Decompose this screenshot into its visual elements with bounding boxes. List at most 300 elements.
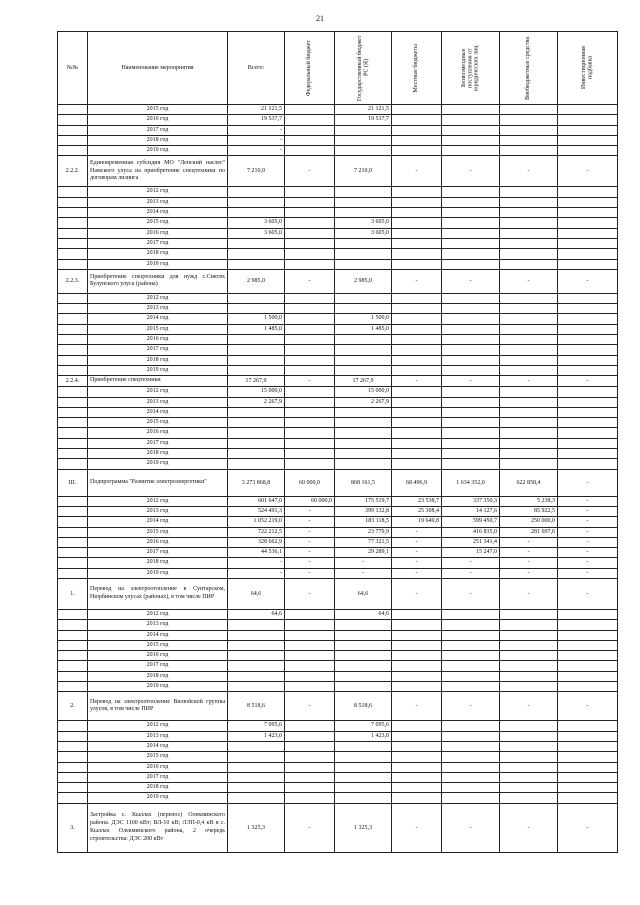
cell-legal: [442, 721, 500, 731]
cell-local: [392, 146, 442, 156]
cell-local: 68 496,9: [392, 469, 442, 496]
cell-number: [58, 345, 88, 355]
cell-extra: [500, 105, 558, 115]
page-number: 21: [316, 14, 324, 23]
cell-total: -: [228, 125, 285, 135]
cell-number: [58, 731, 88, 741]
activity-row: [58, 376, 618, 387]
cell-total: 3 605,0: [228, 218, 285, 228]
cell-state: [335, 772, 392, 782]
cell-local: -: [392, 537, 442, 547]
cell-number: [58, 661, 88, 671]
cell-legal: [442, 324, 500, 334]
cell-local: -: [392, 578, 442, 609]
cell-state: [335, 259, 392, 269]
cell-federal: [285, 752, 335, 762]
cell-number: 2.2.3.: [58, 269, 88, 293]
cell-federal: [285, 238, 335, 248]
year-row: [58, 146, 618, 156]
cell-number: [58, 365, 88, 375]
cell-local: -: [392, 548, 442, 558]
year-row: [58, 537, 618, 547]
cell-local: [392, 793, 442, 803]
cell-state: [335, 459, 392, 469]
cell-federal: -: [285, 537, 335, 547]
cell-invest: [558, 671, 618, 681]
cell-extra: [500, 731, 558, 741]
cell-state: [335, 661, 392, 671]
year-row: [58, 428, 618, 438]
cell-legal: [442, 407, 500, 417]
cell-legal: [442, 459, 500, 469]
cell-extra: [500, 721, 558, 731]
year-row: [58, 527, 618, 537]
year-row: [58, 187, 618, 197]
cell-legal: [442, 304, 500, 314]
cell-federal: -: [285, 506, 335, 516]
cell-local: [392, 105, 442, 115]
cell-legal: [442, 314, 500, 324]
cell-total: 1 500,0: [228, 314, 285, 324]
budget-table: [57, 31, 618, 853]
cell-extra: -: [500, 578, 558, 609]
cell-legal: [442, 228, 500, 238]
cell-activity: 2016 год: [88, 428, 228, 438]
year-row: [58, 682, 618, 692]
cell-federal: -: [285, 803, 335, 852]
cell-number: [58, 387, 88, 397]
cell-legal: [442, 365, 500, 375]
cell-legal: 14 127,6: [442, 506, 500, 516]
cell-total: [228, 428, 285, 438]
cell-federal: [285, 741, 335, 751]
cell-legal: [442, 661, 500, 671]
cell-total: [228, 640, 285, 650]
cell-activity: 2016 год: [88, 228, 228, 238]
cell-local: [392, 620, 442, 630]
cell-state: 8 518,6: [335, 692, 392, 721]
cell-legal: 251 341,4: [442, 537, 500, 547]
cell-activity: 2017 год: [88, 661, 228, 671]
cell-state: [335, 752, 392, 762]
cell-invest: [558, 146, 618, 156]
cell-activity: 2014 год: [88, 630, 228, 640]
year-row: [58, 387, 618, 397]
cell-invest: [558, 459, 618, 469]
year-row: [58, 438, 618, 448]
cell-invest: [558, 249, 618, 259]
cell-extra: [500, 620, 558, 630]
cell-extra: [500, 752, 558, 762]
cell-total: 601 647,0: [228, 496, 285, 506]
cell-number: [58, 249, 88, 259]
cell-number: [58, 620, 88, 630]
cell-activity: 2013 год: [88, 397, 228, 407]
cell-invest: -: [558, 558, 618, 568]
cell-total: 722 212,5: [228, 527, 285, 537]
cell-activity: 2015 год: [88, 752, 228, 762]
cell-invest: -: [558, 517, 618, 527]
cell-extra: [500, 345, 558, 355]
cell-local: [392, 651, 442, 661]
cell-legal: [442, 249, 500, 259]
cell-extra: 5 238,3: [500, 496, 558, 506]
cell-invest: [558, 731, 618, 741]
cell-activity: Единовременная субсидия МО "Ленский наслег" Намского улуса на приобретение спецтехники по договорам лизинга: [88, 156, 228, 187]
year-row: [58, 661, 618, 671]
cell-state: [335, 135, 392, 145]
cell-extra: [500, 438, 558, 448]
year-row: [58, 314, 618, 324]
cell-federal: [285, 304, 335, 314]
cell-number: [58, 428, 88, 438]
cell-local: [392, 115, 442, 125]
cell-legal: [442, 293, 500, 303]
cell-legal: [442, 105, 500, 115]
cell-state: 19 537,7: [335, 115, 392, 125]
cell-federal: [285, 438, 335, 448]
cell-local: [392, 682, 442, 692]
cell-local: [392, 609, 442, 619]
cell-number: [58, 397, 88, 407]
cell-extra: [500, 208, 558, 218]
cell-extra: [500, 324, 558, 334]
cell-federal: -: [285, 692, 335, 721]
cell-extra: [500, 661, 558, 671]
cell-federal: [285, 324, 335, 334]
cell-state: [335, 335, 392, 345]
cell-number: [58, 146, 88, 156]
cell-activity: 2018 год: [88, 135, 228, 145]
cell-extra: -: [500, 568, 558, 578]
cell-total: [228, 449, 285, 459]
cell-invest: -: [558, 156, 618, 187]
cell-state: [335, 762, 392, 772]
cell-extra: -: [500, 156, 558, 187]
cell-number: [58, 115, 88, 125]
cell-number: [58, 259, 88, 269]
cell-legal: [442, 238, 500, 248]
year-row: [58, 651, 618, 661]
cell-invest: -: [558, 376, 618, 387]
cell-state: 2 985,0: [335, 269, 392, 293]
cell-number: [58, 135, 88, 145]
cell-legal: [442, 335, 500, 345]
year-row: [58, 407, 618, 417]
cell-state: [335, 438, 392, 448]
year-row: [58, 197, 618, 207]
cell-activity: Перевод на электроотопление в Сунтарском, Нюрбинском улусах (районах), в том числе ПИР: [88, 578, 228, 609]
cell-total: 3 273 868,8: [228, 469, 285, 496]
cell-invest: [558, 314, 618, 324]
header-row: [58, 32, 618, 105]
cell-state: [335, 345, 392, 355]
year-row: [58, 496, 618, 506]
cell-total: 2 985,0: [228, 269, 285, 293]
cell-total: 2 267,9: [228, 397, 285, 407]
cell-number: [58, 449, 88, 459]
cell-state: [335, 146, 392, 156]
cell-legal: [442, 609, 500, 619]
cell-number: [58, 527, 88, 537]
activity-row: [58, 578, 618, 609]
cell-number: [58, 671, 88, 681]
cell-local: [392, 187, 442, 197]
year-row: [58, 418, 618, 428]
cell-activity: 2017 год: [88, 438, 228, 448]
cell-federal: [285, 249, 335, 259]
cell-federal: [285, 335, 335, 345]
cell-number: 3.: [58, 803, 88, 852]
cell-total: -: [228, 146, 285, 156]
cell-legal: [442, 783, 500, 793]
year-row: [58, 355, 618, 365]
cell-local: [392, 438, 442, 448]
cell-federal: 60 000,0: [285, 496, 335, 506]
cell-total: [228, 365, 285, 375]
cell-federal: [285, 105, 335, 115]
cell-activity: 2017 год: [88, 772, 228, 782]
cell-invest: [558, 387, 618, 397]
cell-state: 7 095,6: [335, 721, 392, 731]
cell-state: 1 423,0: [335, 731, 392, 741]
cell-number: [58, 721, 88, 731]
cell-activity: 2013 год: [88, 197, 228, 207]
cell-activity: Застройка с. Кыллах (перенос) Олекминского района. ДЭС 1100 кВт; ВЛ-10 кВ; ЛЭП-0,4 кВ в с. Кыллах Олекминского района, 2 очередь строительства: ДЭС 200 кВт: [88, 803, 228, 852]
cell-state: 3 605,0: [335, 218, 392, 228]
cell-local: [392, 345, 442, 355]
cell-number: [58, 228, 88, 238]
cell-local: [392, 721, 442, 731]
year-row: [58, 762, 618, 772]
cell-activity: 2012 год: [88, 721, 228, 731]
cell-extra: [500, 125, 558, 135]
cell-legal: [442, 218, 500, 228]
cell-invest: -: [558, 469, 618, 496]
cell-extra: 281 697,6: [500, 527, 558, 537]
cell-activity: 2015 год: [88, 324, 228, 334]
cell-legal: [442, 752, 500, 762]
cell-legal: [442, 682, 500, 692]
cell-number: 2.: [58, 692, 88, 721]
cell-legal: [442, 731, 500, 741]
cell-invest: [558, 228, 618, 238]
cell-state: 2 267,9: [335, 397, 392, 407]
cell-extra: [500, 671, 558, 681]
cell-total: 7 210,0: [228, 156, 285, 187]
cell-total: 1 325,3: [228, 803, 285, 852]
cell-activity: 2013 год: [88, 506, 228, 516]
cell-activity: 2014 год: [88, 208, 228, 218]
cell-extra: -: [500, 376, 558, 387]
cell-local: [392, 752, 442, 762]
cell-number: [58, 187, 88, 197]
cell-total: -: [228, 568, 285, 578]
cell-invest: [558, 365, 618, 375]
year-row: [58, 135, 618, 145]
cell-activity: 2013 год: [88, 620, 228, 630]
cell-state: [335, 651, 392, 661]
cell-invest: [558, 105, 618, 115]
cell-number: [58, 197, 88, 207]
cell-local: -: [392, 803, 442, 852]
cell-activity: 2017 год: [88, 345, 228, 355]
cell-total: [228, 208, 285, 218]
cell-federal: [285, 365, 335, 375]
cell-number: III.: [58, 469, 88, 496]
cell-state: [335, 355, 392, 365]
cell-extra: [500, 741, 558, 751]
cell-state: [335, 304, 392, 314]
cell-activity: 2016 год: [88, 115, 228, 125]
year-row: [58, 741, 618, 751]
cell-local: [392, 772, 442, 782]
cell-legal: [442, 355, 500, 365]
cell-legal: 599 450,7: [442, 517, 500, 527]
cell-local: -: [392, 568, 442, 578]
year-row: [58, 105, 618, 115]
cell-invest: [558, 428, 618, 438]
year-row: [58, 558, 618, 568]
cell-extra: [500, 293, 558, 303]
cell-number: [58, 568, 88, 578]
cell-invest: -: [558, 578, 618, 609]
cell-invest: [558, 115, 618, 125]
cell-federal: [285, 418, 335, 428]
cell-state: [335, 187, 392, 197]
cell-legal: -: [442, 558, 500, 568]
cell-total: [228, 335, 285, 345]
cell-federal: [285, 146, 335, 156]
cell-legal: 1 634 352,0: [442, 469, 500, 496]
header-activity-name: Наименование мероприятия: [88, 32, 228, 105]
cell-number: [58, 609, 88, 619]
cell-state: [335, 640, 392, 650]
cell-federal: 60 000,0: [285, 469, 335, 496]
year-row: [58, 304, 618, 314]
cell-invest: [558, 407, 618, 417]
cell-total: [228, 651, 285, 661]
cell-activity: 2016 год: [88, 762, 228, 772]
cell-activity: 2012 год: [88, 609, 228, 619]
cell-invest: [558, 640, 618, 650]
cell-number: [58, 293, 88, 303]
cell-invest: [558, 752, 618, 762]
cell-extra: [500, 772, 558, 782]
year-row: [58, 568, 618, 578]
cell-extra: [500, 651, 558, 661]
cell-activity: 2014 год: [88, 741, 228, 751]
header-investment-surcharge: Инвестиционная надбавка: [558, 32, 618, 105]
cell-activity: 2018 год: [88, 558, 228, 568]
cell-total: 64,6: [228, 609, 285, 619]
cell-total: [228, 741, 285, 751]
cell-invest: [558, 335, 618, 345]
cell-local: [392, 314, 442, 324]
cell-total: [228, 620, 285, 630]
cell-activity: 2015 год: [88, 418, 228, 428]
cell-local: [392, 259, 442, 269]
cell-federal: [285, 345, 335, 355]
cell-activity: Подпрограмма "Развитие электроэнергетики": [88, 469, 228, 496]
cell-legal: [442, 428, 500, 438]
cell-state: [335, 365, 392, 375]
cell-total: [228, 671, 285, 681]
cell-state: [335, 793, 392, 803]
cell-activity: 2015 год: [88, 527, 228, 537]
cell-invest: -: [558, 803, 618, 852]
cell-invest: [558, 324, 618, 334]
cell-state: 868 161,5: [335, 469, 392, 496]
cell-number: [58, 762, 88, 772]
cell-local: 23 538,7: [392, 496, 442, 506]
cell-extra: 250 000,0: [500, 517, 558, 527]
cell-local: -: [392, 558, 442, 568]
cell-state: [335, 197, 392, 207]
year-row: [58, 208, 618, 218]
cell-number: 2.2.2.: [58, 156, 88, 187]
cell-extra: -: [500, 548, 558, 558]
cell-number: [58, 651, 88, 661]
year-row: [58, 517, 618, 527]
cell-state: [335, 407, 392, 417]
year-row: [58, 640, 618, 650]
cell-total: 7 095,6: [228, 721, 285, 731]
cell-federal: [285, 218, 335, 228]
cell-extra: [500, 407, 558, 417]
year-row: [58, 218, 618, 228]
cell-total: [228, 682, 285, 692]
cell-legal: [442, 741, 500, 751]
cell-number: [58, 537, 88, 547]
cell-state: -: [335, 568, 392, 578]
cell-legal: [442, 762, 500, 772]
cell-state: [335, 449, 392, 459]
cell-legal: -: [442, 568, 500, 578]
cell-state: [335, 620, 392, 630]
cell-legal: -: [442, 578, 500, 609]
cell-state: 399 132,8: [335, 506, 392, 516]
cell-state: [335, 208, 392, 218]
cell-local: [392, 407, 442, 417]
cell-local: [392, 397, 442, 407]
cell-federal: [285, 314, 335, 324]
activity-row: [58, 269, 618, 293]
cell-total: [228, 630, 285, 640]
cell-extra: [500, 428, 558, 438]
cell-total: 328 662,9: [228, 537, 285, 547]
cell-state: 64,6: [335, 578, 392, 609]
cell-legal: -: [442, 156, 500, 187]
cell-federal: -: [285, 517, 335, 527]
year-row: [58, 721, 618, 731]
cell-total: -: [228, 558, 285, 568]
cell-state: 3 605,0: [335, 228, 392, 238]
cell-total: [228, 438, 285, 448]
cell-extra: -: [500, 692, 558, 721]
cell-invest: [558, 721, 618, 731]
cell-legal: 15 247,0: [442, 548, 500, 558]
cell-local: [392, 335, 442, 345]
cell-total: 17 267,9: [228, 376, 285, 387]
cell-extra: [500, 640, 558, 650]
cell-extra: -: [500, 269, 558, 293]
cell-activity: 2019 год: [88, 146, 228, 156]
cell-legal: [442, 146, 500, 156]
cell-invest: [558, 238, 618, 248]
cell-extra: [500, 682, 558, 692]
cell-invest: [558, 187, 618, 197]
